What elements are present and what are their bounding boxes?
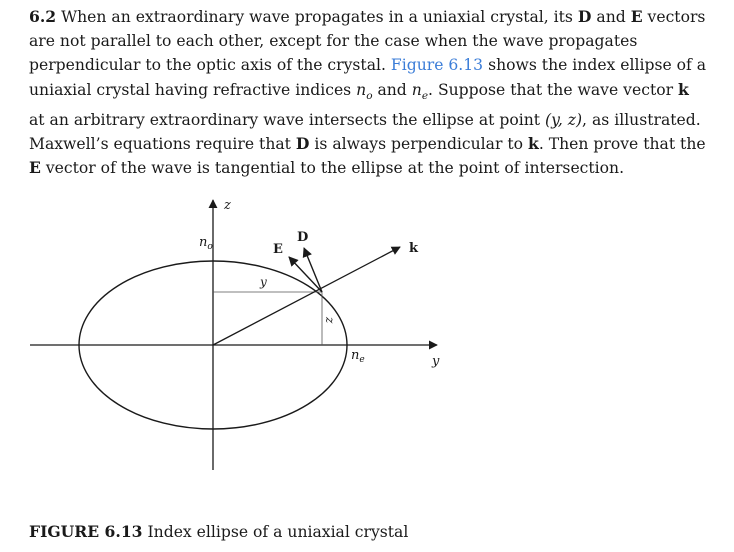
text-7: is always perpendicular to [309, 135, 528, 154]
text-6: , as illustrated. Maxwell’s equations require that [29, 110, 701, 154]
z-segment-label: z [323, 317, 337, 324]
text-5: at an arbitrary extraordinary wave intersects the ellipse at point [29, 110, 545, 129]
no-label [199, 235, 213, 252]
text-and-2: and [372, 80, 412, 99]
point-yz: (y, z) [545, 110, 583, 129]
k-vector-label: k [409, 241, 419, 256]
vector-e-2: E [29, 158, 41, 178]
d-vector-label: D [297, 230, 309, 245]
k-vector [213, 247, 400, 345]
text-3: shows the index ellipse of a uniaxial crystal having refractive indices [29, 56, 707, 99]
caption-label: FIGURE 6.13 [29, 522, 143, 541]
y-segment-label: y [260, 275, 267, 289]
vector-k-2: k [528, 134, 539, 154]
y-axis-label: y [432, 354, 440, 369]
index-e-sub: e [421, 89, 429, 102]
index-n-2: n [411, 80, 422, 99]
ne-label-sub: e [359, 355, 365, 365]
text-8: . Then prove that the [538, 135, 706, 154]
ne-label [351, 348, 365, 365]
figure-link[interactable]: Figure 6.13 [390, 56, 484, 75]
vector-k: k [678, 79, 689, 99]
no-label-sub: o [207, 242, 213, 252]
no-label-n: n [199, 235, 208, 250]
text-4: . Suppose that the wave vector [428, 80, 679, 99]
index-o-sub: o [366, 89, 373, 102]
vector-e: E [630, 7, 643, 26]
vector-d-2: D [295, 134, 310, 154]
ne-label-n: n [351, 348, 360, 363]
problem-number: 6.2 [29, 7, 57, 26]
index-n: n [356, 80, 367, 99]
z-axis-label: z [224, 198, 231, 213]
text-2: vectors are not parallel to each other, except for the case when the wave propagates perpendicular to the optic axis of the crystal. [29, 8, 706, 75]
vector-d: D [577, 7, 592, 26]
text-1: When an extraordinary wave propagates in a uniaxial crystal, its [56, 8, 578, 26]
caption-text: Index ellipse of a uniaxial crystal [142, 523, 409, 541]
e-vector [289, 257, 322, 292]
text-and: and [591, 8, 631, 26]
e-vector-label: E [273, 242, 283, 257]
text-9: vector of the wave is tangential to the ellipse at the point of intersection. [40, 159, 625, 178]
figure-caption [29, 522, 408, 541]
